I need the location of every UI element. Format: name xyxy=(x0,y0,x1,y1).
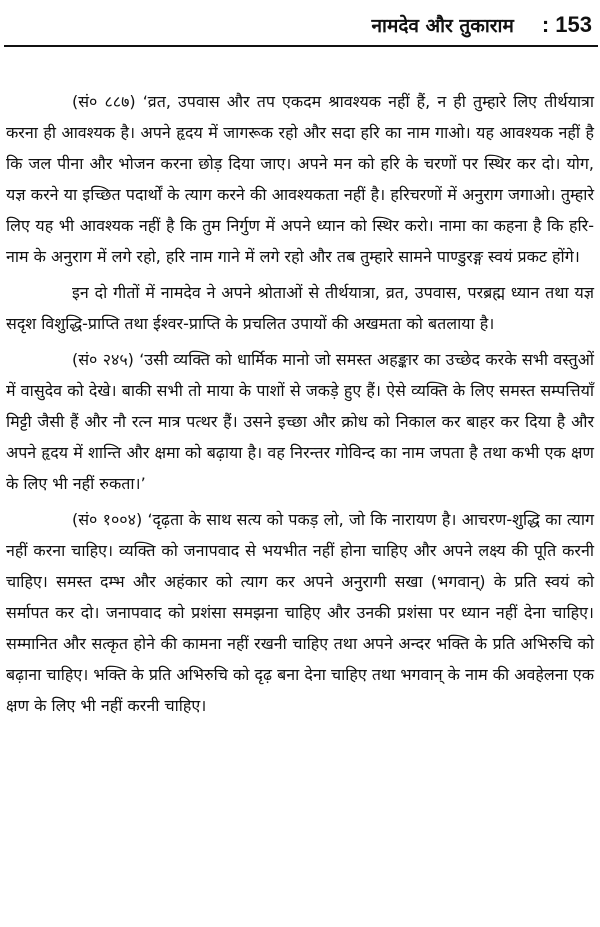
paragraph-verse-887: (सं० ८८७) ‘व्रत, उपवास और तप एकदम श्रावश्यक नहीं हैं, न ही तुम्हारे लिए तीर्थयात्रा करना ही आवश्यक है। अपने हृदय में जागरूक रहो और सदा हरि का नाम गाओ। यह आवश्यक नहीं है कि जल पीना और भोजन करना छोड़ दिया जाए। अपने मन को हरि के चरणों पर स्थिर कर दो। योग, यज्ञ करने या इच्छित पदार्थों के त्याग करने की आवश्यकता नहीं है। हरिचरणों में अनुराग जगाओ। तुम्हारे लिए यह भी आवश्यक नहीं है कि तुम निर्गुण में अपने ध्यान को स्थिर करो। नामा का कहना है कि हरि- नाम के अनुराग में लगे रहो, हरि नाम गाने में लगे रहो और तब तुम्हारे सामने पाण्डुरङ्ग स्वयं प्रकट होंगे। xyxy=(6,92,594,266)
running-header xyxy=(300,8,592,42)
header-rule xyxy=(4,45,598,47)
page-number: : 153 xyxy=(541,12,592,37)
page-body xyxy=(6,86,594,721)
paragraph-commentary: इन दो गीतों में नामदेव ने अपने श्रोताओं से तीर्थयात्रा, व्रत, उपवास, परब्रह्म ध्यान तथा यज्ञ सदृश विशुद्धि-प्राप्ति तथा ईश्वर-प्राप्ति के प्रचलित उपायों की अखमता को बतलाया है। xyxy=(6,283,594,333)
paragraph-verse-1004: (सं० १००४) ‘दृढ़ता के साथ सत्य को पकड़ लो, जो कि नारायण है। आचरण-शुद्धि का त्याग नहीं करना चाहिए। व्यक्ति को जनापवाद से भयभीत नहीं होना चाहिए और अपने लक्ष्य की पूति करनी चाहिए। समस्त दम्भ और अहंकार को त्याग कर अपने अनुरागी सखा (भगवान्) के प्रति स्वयं को सर्मापत कर दो। जनापवाद को प्रशंसा समझना चाहिए और उनकी प्रशंसा पर ध्यान नहीं देना चाहिए। सम्मानित और सत्कृत होने की कामना नहीं रखनी चाहिए तथा अपने अन्दर भक्ति के प्रति अभिरुचि को बढ़ाना चाहिए। भक्ति के प्रति अभिरुचि को दृढ़ बना देना चाहिए तथा भगवान् के नाम की अवहेलना एक क्षण के लिए भी नहीं करनी चाहिए। xyxy=(6,510,594,715)
paragraph-verse-245: (सं० २४५) ‘उसी व्यक्ति को धार्मिक मानो जो समस्त अहङ्कार का उच्छेद करके सभी वस्तुओं में वासुदेव को देखे। बाकी सभी तो माया के पाशों से जकड़े हुए हैं। ऐसे व्यक्ति के लिए समस्त सम्पत्तियाँ मिट्टी जैसी हैं और नौ रत्न मात्र पत्थर हैं। उसने इच्छा और क्रोध को निकाल कर बाहर कर दिया है और अपने हृदय में शान्ति और क्षमा को बढ़ाया है। वह निरन्तर गोविन्द का नाम जपता है तथा कभी एक क्षण के लिए भी नहीं रुकता।’ xyxy=(6,350,594,493)
chapter-title: नामदेव और तुकाराम xyxy=(371,15,514,37)
